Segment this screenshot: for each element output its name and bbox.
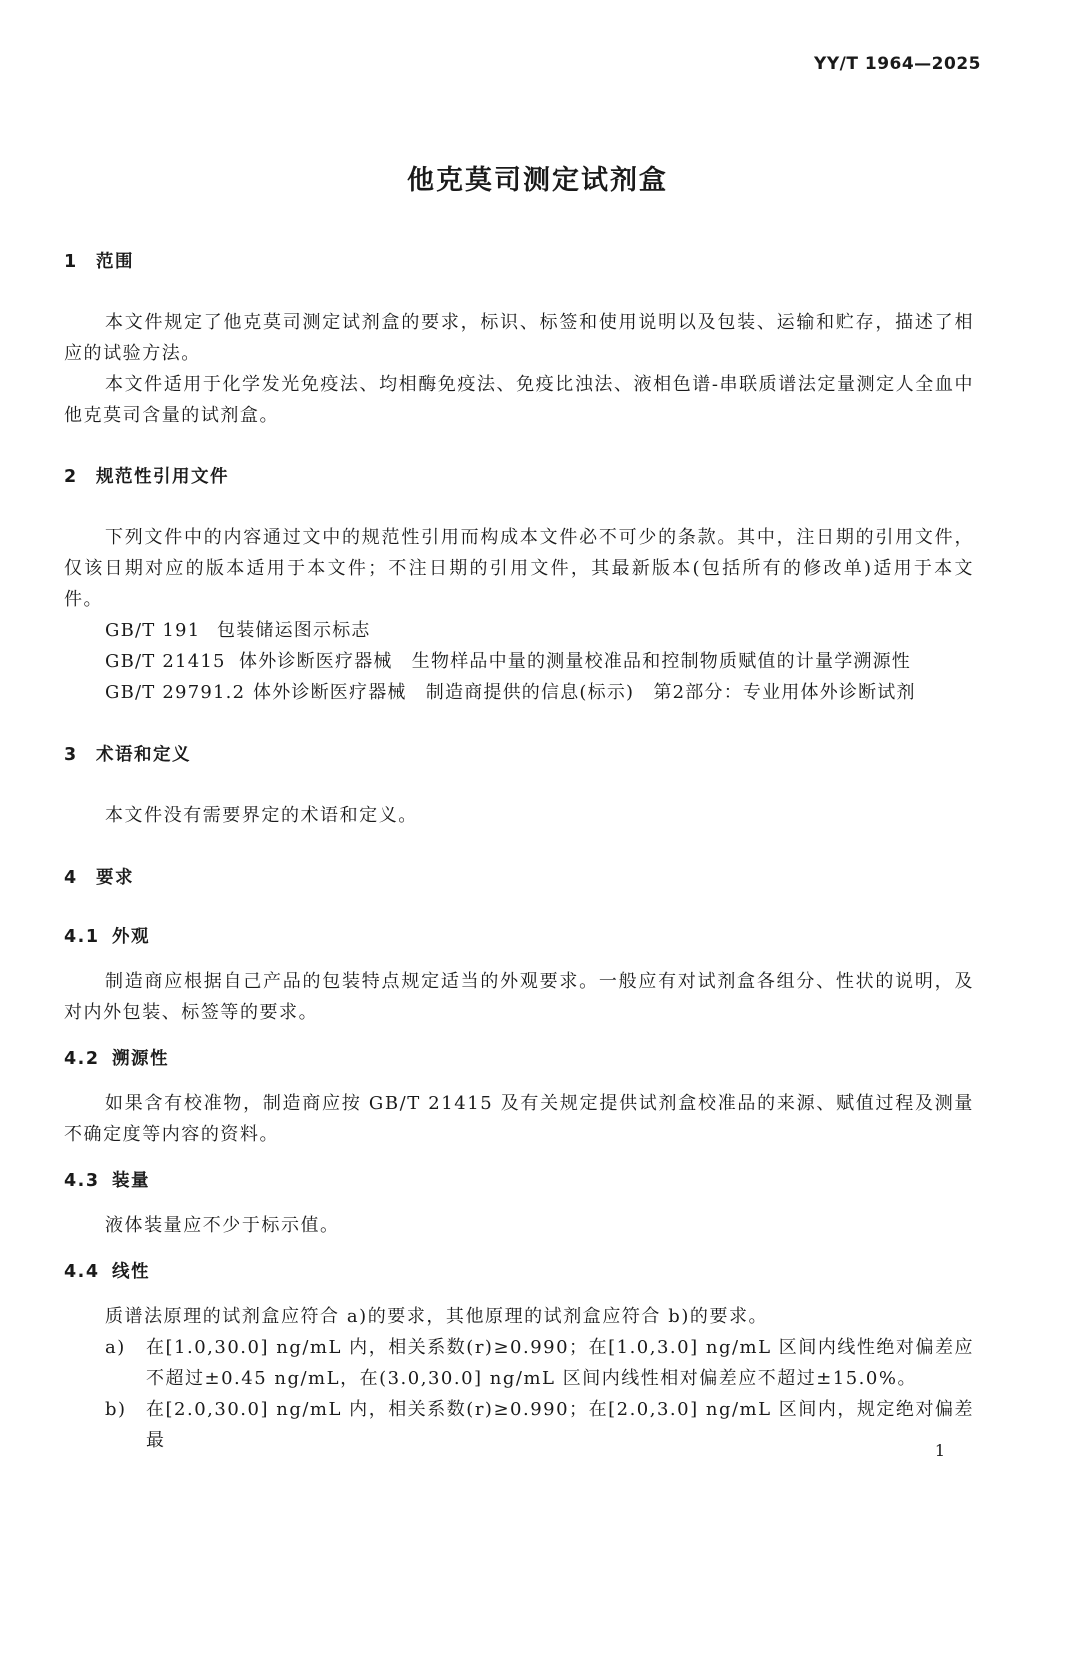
list-item-text: 在[1.0,30.0] ng/mL 内，相关系数(r)≥0.990；在[1.0,3.0] ng/mL 区间内线性绝对偏差应不超过±0.45 ng/mL，在(3.0,30.0] ng/mL 区间内线性相对偏差应不超过±15.0%。 [146,1337,974,1389]
section-4-heading [64,864,974,889]
reference-code: GB/T 29791.2 [105,682,246,703]
section-2-heading [64,463,974,488]
list-item-text: 在[2.0,30.0] ng/mL 内，相关系数(r)≥0.990；在[2.0,3.0] ng/mL 区间内，规定绝对偏差最 [146,1399,974,1451]
subsection-number: 4.3 [64,1171,100,1191]
section-1-heading [64,248,974,273]
document-body [64,248,974,1456]
subsection-4-1-text: 制造商应根据自己产品的包装特点规定适当的外观要求。一般应有对试剂盒各组分、性状的说明，及对内外包装、标签等的要求。 [64,971,974,1023]
section-3-heading [64,741,974,766]
subsection-4-2-heading [64,1045,974,1070]
subsection-number: 4.4 [64,1262,100,1282]
subsection-title: 线性 [112,1262,150,1282]
reference-title: 体外诊断医疗器械 生物样品中量的测量校准品和控制物质赋值的计量学溯源性 [239,651,911,672]
section-3-text: 本文件没有需要界定的术语和定义。 [105,805,418,826]
reference-item [64,615,974,646]
reference-title: 体外诊断医疗器械 制造商提供的信息(标示) 第2部分：专业用体外诊断试剂 [253,682,916,703]
reference-item [64,677,974,708]
section-1-paragraph-2: 本文件适用于化学发光免疫法、均相酶免疫法、免疫比浊法、液相色谱-串联质谱法定量测定人全血中他克莫司含量的试剂盒。 [64,374,974,426]
section-2-intro: 下列文件中的内容通过文中的规范性引用而构成本文件必不可少的条款。其中，注日期的引用文件，仅该日期对应的版本适用于本文件；不注日期的引用文件，其最新版本(包括所有的修改单)适用于本文件。 [64,527,974,610]
list-marker: b) [105,1399,127,1420]
list-item [64,1394,974,1456]
section-title: 范围 [96,252,134,272]
list-item [64,1332,974,1394]
section-1-paragraph-1: 本文件规定了他克莫司测定试剂盒的要求，标识、标签和使用说明以及包装、运输和贮存，描述了相应的试验方法。 [64,312,974,364]
subsection-4-1-heading [64,923,974,948]
page-number: 1 [934,1441,945,1460]
section-title: 规范性引用文件 [96,467,229,487]
subsection-title: 装量 [112,1171,150,1191]
list-marker: a) [105,1337,126,1358]
reference-item [64,646,974,677]
subsection-number: 4.2 [64,1049,100,1069]
document-title: 他克莫司测定试剂盒 [407,165,668,196]
section-title: 术语和定义 [96,745,191,765]
subsection-4-3-heading [64,1167,974,1192]
section-number: 4 [64,868,78,888]
section-number: 1 [64,252,78,272]
section-number: 2 [64,467,78,487]
subsection-4-3-text: 液体装量应不少于标示值。 [105,1215,340,1236]
subsection-4-2-text: 如果含有校准物，制造商应按 GB/T 21415 及有关规定提供试剂盒校准品的来源、赋值过程及测量不确定度等内容的资料。 [64,1093,974,1145]
section-number: 3 [64,745,78,765]
subsection-4-4-intro: 质谱法原理的试剂盒应符合 a)的要求，其他原理的试剂盒应符合 b)的要求。 [105,1306,769,1327]
reference-code: GB/T 191 [105,620,201,641]
subsection-4-4-heading [64,1258,974,1283]
subsection-title: 溯源性 [112,1049,169,1069]
subsection-title: 外观 [112,927,150,947]
subsection-number: 4.1 [64,927,100,947]
section-title: 要求 [96,868,134,888]
standard-code: YY/T 1964—2025 [814,54,981,74]
reference-title: 包装储运图示标志 [217,620,371,641]
reference-code: GB/T 21415 [105,651,226,672]
